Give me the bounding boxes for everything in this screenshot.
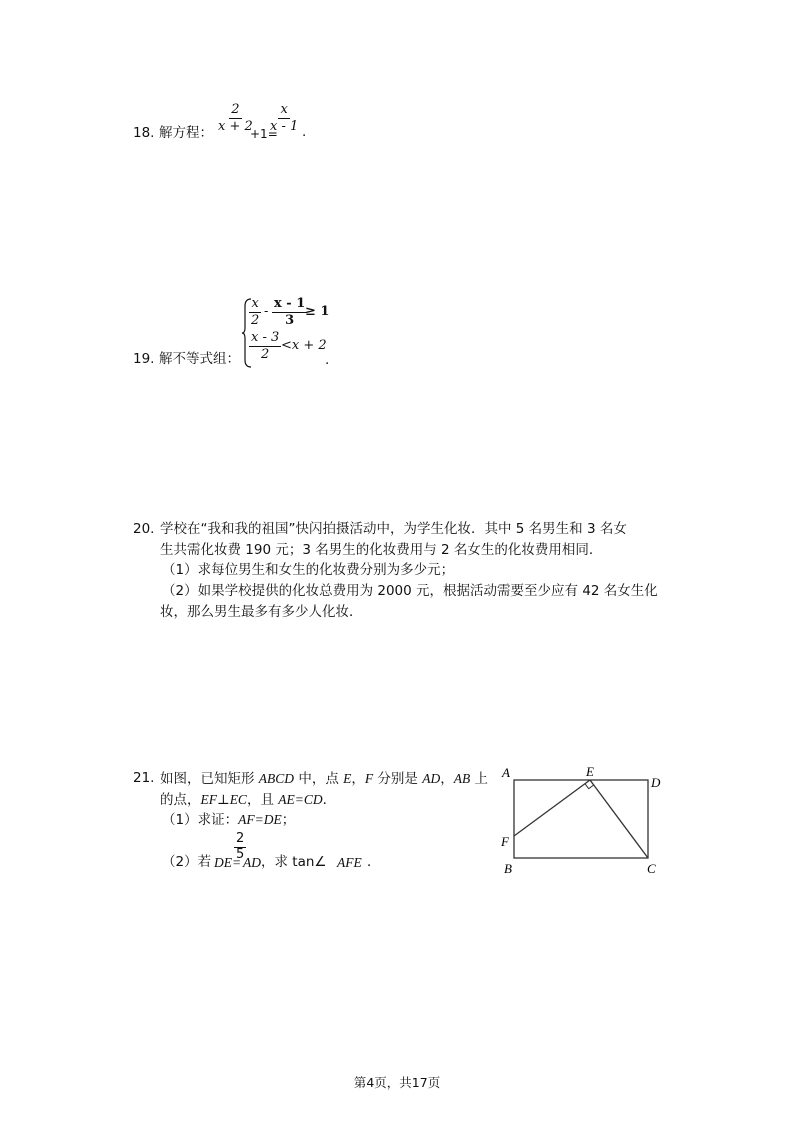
question-19 bbox=[133, 296, 353, 376]
rectangle-abcd bbox=[514, 780, 648, 858]
q21-p1-end: ； bbox=[281, 812, 296, 828]
q21-p1-a: （1）求证： bbox=[162, 812, 239, 828]
q19-label: 解不等式组： bbox=[159, 351, 240, 367]
q21-l1-c: ， bbox=[351, 771, 365, 787]
q21-number: 21. bbox=[133, 770, 155, 786]
q19-ineq1-a-den: 2 bbox=[251, 313, 260, 328]
label-c: C bbox=[647, 861, 656, 876]
q19-ineq1-a-num: x bbox=[251, 296, 259, 311]
q19-ineq1-b bbox=[272, 296, 307, 329]
q21-p2-de: DE= bbox=[214, 855, 242, 870]
q19-ineq2-den: 2 bbox=[260, 347, 270, 362]
footer-pre: 第 bbox=[353, 1075, 367, 1090]
q20-line-1: 学校在“我和我的祖国”快闪拍摄活动中，为学生化妆．其中 5 名男生和 3 名女 bbox=[160, 521, 627, 537]
q21-l1-e: E bbox=[343, 771, 352, 786]
q21-l1-ab: AB bbox=[453, 771, 471, 786]
footer-post: 页 bbox=[427, 1075, 441, 1090]
label-e: E bbox=[586, 764, 594, 779]
q21-p2-afe: AFE bbox=[337, 855, 362, 870]
q21-l2-a: 的点， bbox=[160, 792, 201, 808]
q21-l1-ad: AD bbox=[422, 771, 441, 786]
q18-rhs-fraction bbox=[268, 102, 300, 135]
q20-line-2: 生共需化妆费 190 元；3 名男生的化妆费用与 2 名女生的化妆费用相同． bbox=[160, 542, 603, 558]
q18-plus-one: +1= bbox=[250, 127, 278, 141]
q19-ineq1-a bbox=[249, 296, 261, 329]
footer-mid: 页，共 bbox=[374, 1075, 412, 1090]
q21-l1-rect: ABCD bbox=[258, 771, 295, 786]
label-f: F bbox=[501, 834, 509, 849]
q19-ineq1-b-num: x - 1 bbox=[274, 296, 306, 311]
label-b: B bbox=[504, 861, 512, 876]
q21-p2-a: （2）若 bbox=[162, 854, 212, 870]
label-a: A bbox=[502, 765, 510, 780]
segment-fe bbox=[514, 780, 590, 836]
q21-l1-f: F bbox=[364, 771, 374, 786]
q18-rhs-denominator: x - 1 bbox=[270, 119, 299, 134]
q21-l2-b: ，且 bbox=[246, 792, 279, 808]
q19-end: . bbox=[325, 352, 330, 368]
q21-figure bbox=[495, 760, 670, 880]
q21-p2-frac-num: 2 bbox=[236, 831, 245, 846]
q18-rhs-numerator: x bbox=[280, 102, 288, 117]
label-d: D bbox=[651, 775, 661, 790]
q21-p1-eq: AF=DE bbox=[238, 812, 282, 827]
q21-l1-end: 上 bbox=[470, 771, 489, 787]
q19-ineq2-num: x - 3 bbox=[251, 330, 280, 345]
q19-number: 19. bbox=[133, 351, 155, 367]
segment-ec bbox=[590, 780, 648, 858]
q21-l1-a: 如图，已知矩形 bbox=[160, 771, 259, 787]
footer-total-pages: 17 bbox=[411, 1075, 428, 1090]
q19-ineq1-rel: ≥ 1 bbox=[305, 304, 330, 319]
q18-lhs-numerator: 2 bbox=[231, 102, 240, 117]
q21-line-2 bbox=[160, 789, 336, 811]
q21-p2-frac-den: 5 bbox=[236, 847, 245, 862]
q21-p2-b: ，求 tan∠ bbox=[261, 854, 327, 870]
q18-lhs-denominator: x + 2 bbox=[218, 119, 253, 134]
q21-l2-eq: AE=CD bbox=[278, 792, 323, 807]
q19-ineq1-b-den: 3 bbox=[285, 313, 295, 328]
q21-part-1 bbox=[162, 809, 295, 831]
q21-l1-comma: ， bbox=[440, 771, 454, 787]
q19-ineq2 bbox=[249, 330, 281, 363]
page-footer bbox=[0, 1073, 794, 1091]
footer-page-number: 4 bbox=[366, 1075, 375, 1090]
q21-line-1 bbox=[160, 768, 488, 790]
q19-ineq1-minus: - bbox=[264, 304, 269, 319]
q20-part-2b: 妆，那么男生最多有多少人化妆． bbox=[160, 604, 363, 620]
q21-l1-d: 分别是 bbox=[373, 771, 423, 787]
q21-l1-b: 中，点 bbox=[294, 771, 344, 787]
q18-lhs-fraction bbox=[216, 102, 255, 135]
question-21 bbox=[133, 768, 493, 878]
q20-number: 20. bbox=[133, 521, 155, 537]
q19-ineq2-rel: <x + 2 bbox=[281, 338, 327, 353]
q18-label: 解方程： bbox=[159, 125, 213, 141]
q21-p2-end: ． bbox=[367, 854, 381, 870]
q20-part-1: （1）求每位男生和女生的化妆费分别为多少元； bbox=[162, 562, 455, 578]
right-angle-mark bbox=[585, 780, 594, 789]
q21-l2-efec: EF⊥EC bbox=[200, 792, 247, 807]
q18-number: 18. bbox=[133, 125, 155, 141]
q18-end: . bbox=[302, 124, 307, 140]
q20-part-2a: （2）如果学校提供的化妆总费用为 2000 元，根据活动需要至少应有 42 名女生化 bbox=[162, 583, 658, 599]
q21-l2-end: ． bbox=[322, 792, 337, 808]
q21-p2-ad: AD bbox=[243, 855, 261, 870]
